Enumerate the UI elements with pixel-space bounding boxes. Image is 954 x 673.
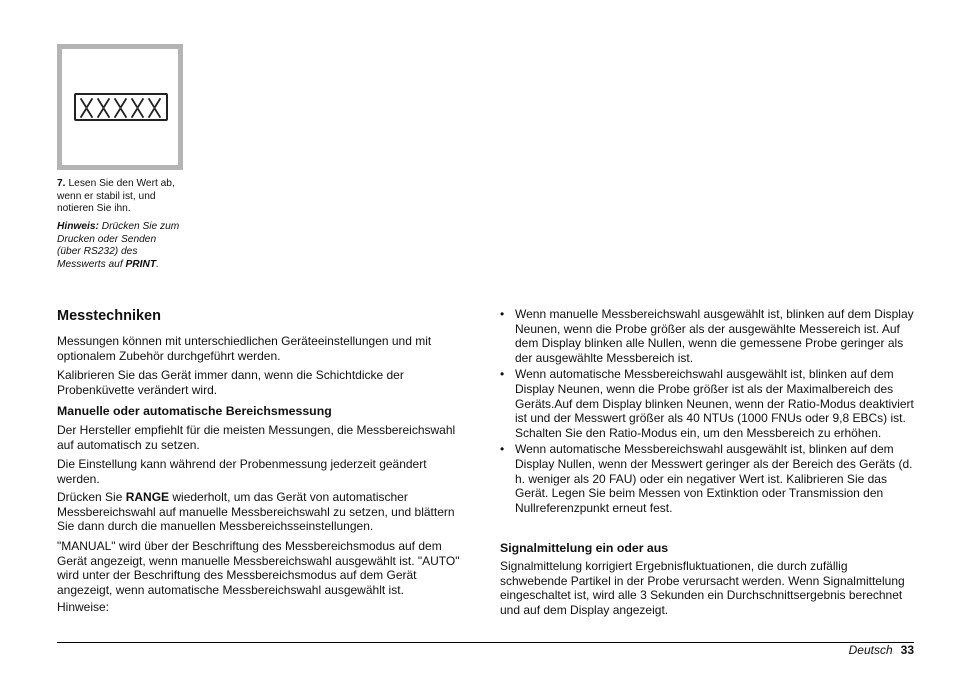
section-paragraph-2: Kalibrieren Sie das Gerät immer dann, wenn die Schichtdicke der Probenküvette verändert wird. [57,368,404,397]
range-p3-post: wiederholt, um das Gerät von automatischer Messbereichswahl auf manuelle Messbereichswahl zu setzen, und blättern Sie dann durch die manuellen Messbereichsseinstellungen. [57,490,455,534]
bullet-marker: • [500,307,505,321]
footer-rule [57,642,914,643]
range-key: RANGE [125,490,170,504]
display-digit [132,99,143,117]
range-p3-pre: Drücken Sie [57,490,126,504]
bullet-marker: • [500,442,505,457]
subsection-title-range: Manuelle oder automatische Bereichsmessung [57,404,332,418]
display-digit [98,99,109,117]
list-item [500,442,915,515]
range-paragraph-5: Hinweise: [57,600,110,614]
list-item [500,367,915,440]
step-7 [57,178,182,216]
display-digit [115,99,126,117]
range-paragraph-3 [57,490,469,534]
range-paragraph-1: Der Hersteller empfiehlt für die meisten Messungen, die Messbereichswahl auf automatisch zu setzen. [57,423,456,452]
list-item-text: Wenn manuelle Messbereichswahl ausgewählt ist, blinken auf dem Display Neunen, wenn die Probe größer als der ausgewählte Messereich ist. Auf dem Display blinken alle Nullen, wenn die gemessene Probe geringer als der ausgewählte Messbereich ist. [515,307,914,365]
step-number: 7. [57,178,66,189]
list-item-text: Wenn automatische Messbereichswahl ausgewählt ist, blinken auf dem Display Nullen, wenn der Messwert geringer als der Bereich des Geräts (d. h. weniger als 20 FAU) oder ein negativer Wert ist. Kalibrieren Sie das Gerät. Legen Sie beim Messen von Extinktion oder Transmission den Nullreferenzpunkt erneut fest. [515,442,913,515]
section-title: Messtechniken [57,308,161,324]
page-number: 33 [900,643,914,657]
display-digits-graphic [80,98,164,118]
note-text: Drücken Sie zum Drucken oder Senden (über RS232) des Messwerts auf [57,221,180,270]
note-key: PRINT [125,258,157,270]
section-paragraph-1: Messungen können mit unterschiedlichen Geräteeinstellungen und mit optionalem Zubehör durchgeführt werden. [57,334,432,363]
note [57,221,182,271]
display-illustration [57,44,183,170]
note-end: . [156,258,159,270]
list-item [500,307,915,365]
signal-paragraph: Signalmittelung korrigiert Ergebnisfluktuationen, die durch zufällig schwebende Partikel in der Probe verursacht werden. Wenn Signalmittelung eingeschaltet ist, wird alle 3 Sekunden ein Durchschnittsergebnis berechnet und auf dem Display angezeigt. [500,559,905,617]
bullet-marker: • [500,367,505,382]
lcd-display [74,93,168,121]
footer-language: Deutsch [848,643,893,657]
display-digit [81,99,92,117]
note-label: Hinweis: [57,221,99,232]
range-paragraph-2: Die Einstellung kann während der Probenmessung jederzeit geändert werden. [57,457,427,486]
page-footer [849,643,914,657]
range-paragraph-4: "MANUAL" wird über der Beschriftung des Messbereichsmodus auf dem Gerät angezeigt, wenn manuelle Messbereichswahl ausgewählt ist. "AUTO" wird unter der Beschriftung des Messbereichsmodus auf dem Gerät angezeigt, wenn automatische Messbereichswahl ausgewählt ist. [57,539,460,597]
step-text: Lesen Sie den Wert ab, wenn er stabil ist, und notieren Sie ihn. [57,178,175,215]
list-item-text: Wenn automatische Messbereichswahl ausgewählt ist, blinken auf dem Display Neunen, wenn die Probe größer ist als der Maximalbereich des Geräts.Auf dem Display blinken Neunen, wenn der Ratio-Modus deaktiviert ist und der Messwert größer als 40 NTUs (1000 FNUs oder 9,8 EBCs) ist. Schalten Sie den Ratio-Modus ein, um den Messbereich zu erhöhen. [515,367,914,440]
subsection-title-signal: Signalmittelung ein oder aus [500,541,669,555]
display-digit [149,99,160,117]
notes-list [500,307,915,517]
